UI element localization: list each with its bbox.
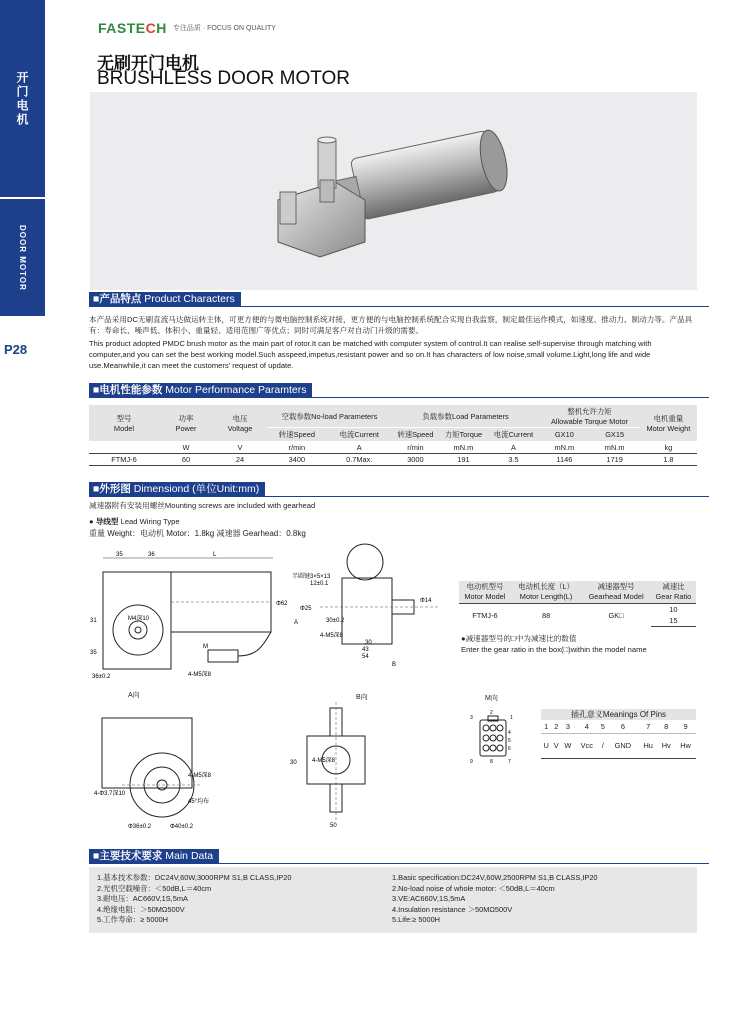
svg-text:35: 35 bbox=[116, 552, 123, 558]
svg-text:50: 50 bbox=[330, 823, 337, 829]
view-m-label: M向 bbox=[485, 695, 498, 702]
svg-text:4: 4 bbox=[508, 730, 511, 736]
page-number: P28 bbox=[4, 342, 28, 357]
svg-text:3: 3 bbox=[470, 715, 473, 721]
svg-text:30: 30 bbox=[365, 640, 372, 646]
pins-table-title: 插孔意义Meanings Of Pins bbox=[541, 709, 696, 720]
brand-header bbox=[98, 20, 276, 36]
brand-slogan: 专注品质 · FOCUS ON QUALITY bbox=[172, 25, 276, 32]
section-performance: ■电机性能参数 Motor Performance Paramters bbox=[89, 383, 709, 398]
drawing-view-b bbox=[282, 702, 402, 832]
drawing-front-view bbox=[88, 550, 303, 685]
product-photo bbox=[90, 92, 697, 290]
main-data-cn: 1.基本技术参数：DC24V,60W,3000RPM S1,B CLASS,IP20 2.光机空载噪音：＜50dB,L＝40cm 3.耐电压：AC660V,1S,5mA 4.绝缘电阻：＞50MΩ500V 5.工作寿命：≥ 5000H bbox=[97, 873, 292, 925]
svg-text:36: 36 bbox=[148, 552, 155, 558]
svg-text:36±0.2: 36±0.2 bbox=[92, 674, 111, 680]
motor-model-table: 电动机型号 Motor Model 电动机长度（L） Motor Length(L) 减速器型号 Gearhead Model 减速比 Gear Ratio FTMJ-6 88 GK□ 10 15 bbox=[459, 581, 696, 627]
svg-text:45°均布: 45°均布 bbox=[188, 799, 210, 805]
gear-ratio-note: ●减速器型号的□中为减速比的数值 Enter the gear ratio in the box(□)within the model name bbox=[461, 634, 647, 654]
view-b-label: B向 bbox=[356, 694, 368, 701]
characteristics-text-cn: 本产品采用DC无刷直流马达做运转主体，可更方便的与微电脑控制系统对接，更方便的与电脑控制系统配合实现自我监察，制定最佳运作模式，如速度、推动力、制动力等。产品具有：寿命长、噪声低、体积小、重量轻、适用范围广等优点；同时可满足客户对自动门升级的需要。 bbox=[89, 315, 693, 335]
lead-type: ● 导线型 Lead Wiring Type bbox=[89, 517, 180, 526]
svg-text:31: 31 bbox=[90, 618, 97, 624]
brand-logo: FASTECH bbox=[98, 20, 167, 36]
drawing-side-view bbox=[290, 540, 450, 670]
section-main-data: ■主要技术要求 Main Data bbox=[89, 849, 709, 864]
main-data-en: 1.Basic specification:DC24V,60W,2500RPM S1,B CLASS,IP20 2.No-load noise of whole motor: ＜50dB,L＝40cm 3.VE:AC660V,1S,5mA 4.Insulation resistance ＞50MΩ500V 5.Life:≥ 5000H bbox=[392, 873, 598, 925]
svg-text:12±0.1: 12±0.1 bbox=[310, 581, 329, 587]
connector-diagram bbox=[468, 710, 518, 766]
sidebar-category-cn: 开门电机 bbox=[0, 0, 45, 197]
sidebar bbox=[0, 0, 45, 370]
svg-text:Φ40±0.2: Φ40±0.2 bbox=[170, 824, 194, 830]
svg-text:4-Φ3.7深10: 4-Φ3.7深10 bbox=[94, 791, 126, 797]
characteristics-text-en: This product adopted PMDC brush motor as the main part of rotor.It can be matched with computer system of control.It can realise self-supervise through matching with computer,and you can set the best working model.Such asspeed,impetus,resistant power and so on.It has characters of low noise,small volume.Light,long life and wide use.Meanwhile,it can meet the customers' request of update. bbox=[89, 339, 652, 370]
svg-text:Φ14: Φ14 bbox=[420, 598, 432, 604]
svg-text:M4深10: M4深10 bbox=[128, 616, 150, 622]
performance-table: 型号 Model 功率 Power 电压 Voltage 空载参数No-load Parameters 负载参数Load Parameters 整机允许力矩 Allowable Torque Motor 电机重量 Motor Weight 转速Speed 电流Current 转速Speed 力矩Torque 电流Current GX10 GX15 W V r/min A r/min mN.m A mN.m mN.m kg FTMJ-6 60 24 3400 0.7Max. 3000 191 3.5 1146 1719 1.8 bbox=[89, 405, 697, 466]
svg-text:Φ62: Φ62 bbox=[276, 601, 288, 607]
page-title-cn: 无刷开门电机 bbox=[97, 54, 199, 73]
motor-photo-illustration bbox=[90, 92, 697, 290]
performance-row: FTMJ-6 60 24 3400 0.7Max. 3000 191 3.5 1146 1719 1.8 bbox=[89, 454, 697, 466]
svg-text:4-M5深8: 4-M5深8 bbox=[188, 773, 212, 779]
svg-text:A: A bbox=[294, 620, 299, 626]
svg-text:2: 2 bbox=[490, 710, 493, 716]
svg-text:Φ25: Φ25 bbox=[300, 606, 312, 612]
drawing-view-a bbox=[92, 700, 222, 835]
svg-text:半圆键3×5×13: 半圆键3×5×13 bbox=[292, 574, 331, 580]
view-a-label: A向 bbox=[128, 692, 140, 699]
svg-text:4-M5深8: 4-M5深8 bbox=[320, 633, 344, 639]
svg-text:43: 43 bbox=[362, 647, 369, 653]
section-dimensions: ■外形图 Dimensiond (单位Unit:mm) bbox=[89, 482, 709, 497]
page-title-en: BRUSHLESS DOOR MOTOR bbox=[97, 68, 351, 89]
svg-text:B: B bbox=[392, 662, 397, 668]
svg-text:7: 7 bbox=[508, 759, 511, 765]
svg-text:4-M5深8: 4-M5深8 bbox=[312, 758, 336, 764]
sidebar-category-en: DOOR MOTOR bbox=[0, 199, 45, 316]
svg-text:L: L bbox=[213, 552, 217, 558]
svg-text:54: 54 bbox=[362, 654, 369, 660]
svg-text:Φ36±0.2: Φ36±0.2 bbox=[128, 824, 152, 830]
svg-text:35: 35 bbox=[90, 650, 97, 656]
mounting-note: 减速器附有安装用螺丝Mounting screws are included with gearhead bbox=[89, 501, 316, 510]
svg-text:5: 5 bbox=[508, 738, 511, 744]
svg-text:4-M5深8: 4-M5深8 bbox=[188, 672, 212, 678]
weight-text: 重量 Weight：电动机 Motor：1.8kg 减速器 Gearhead：0.8kg bbox=[89, 529, 306, 538]
svg-text:6: 6 bbox=[508, 746, 511, 752]
svg-text:M: M bbox=[203, 644, 208, 650]
svg-text:1: 1 bbox=[510, 715, 513, 721]
svg-text:30±0.2: 30±0.2 bbox=[326, 618, 345, 624]
svg-text:30: 30 bbox=[290, 760, 297, 766]
section-product-characters: ■产品特点 Product Characters bbox=[89, 292, 709, 307]
svg-text:8: 8 bbox=[490, 759, 493, 765]
svg-text:9: 9 bbox=[470, 759, 473, 765]
pins-table: 1 2 3 4 5 6 7 8 9 U V W Vcc / GND Hu Hv Hw bbox=[541, 721, 696, 759]
